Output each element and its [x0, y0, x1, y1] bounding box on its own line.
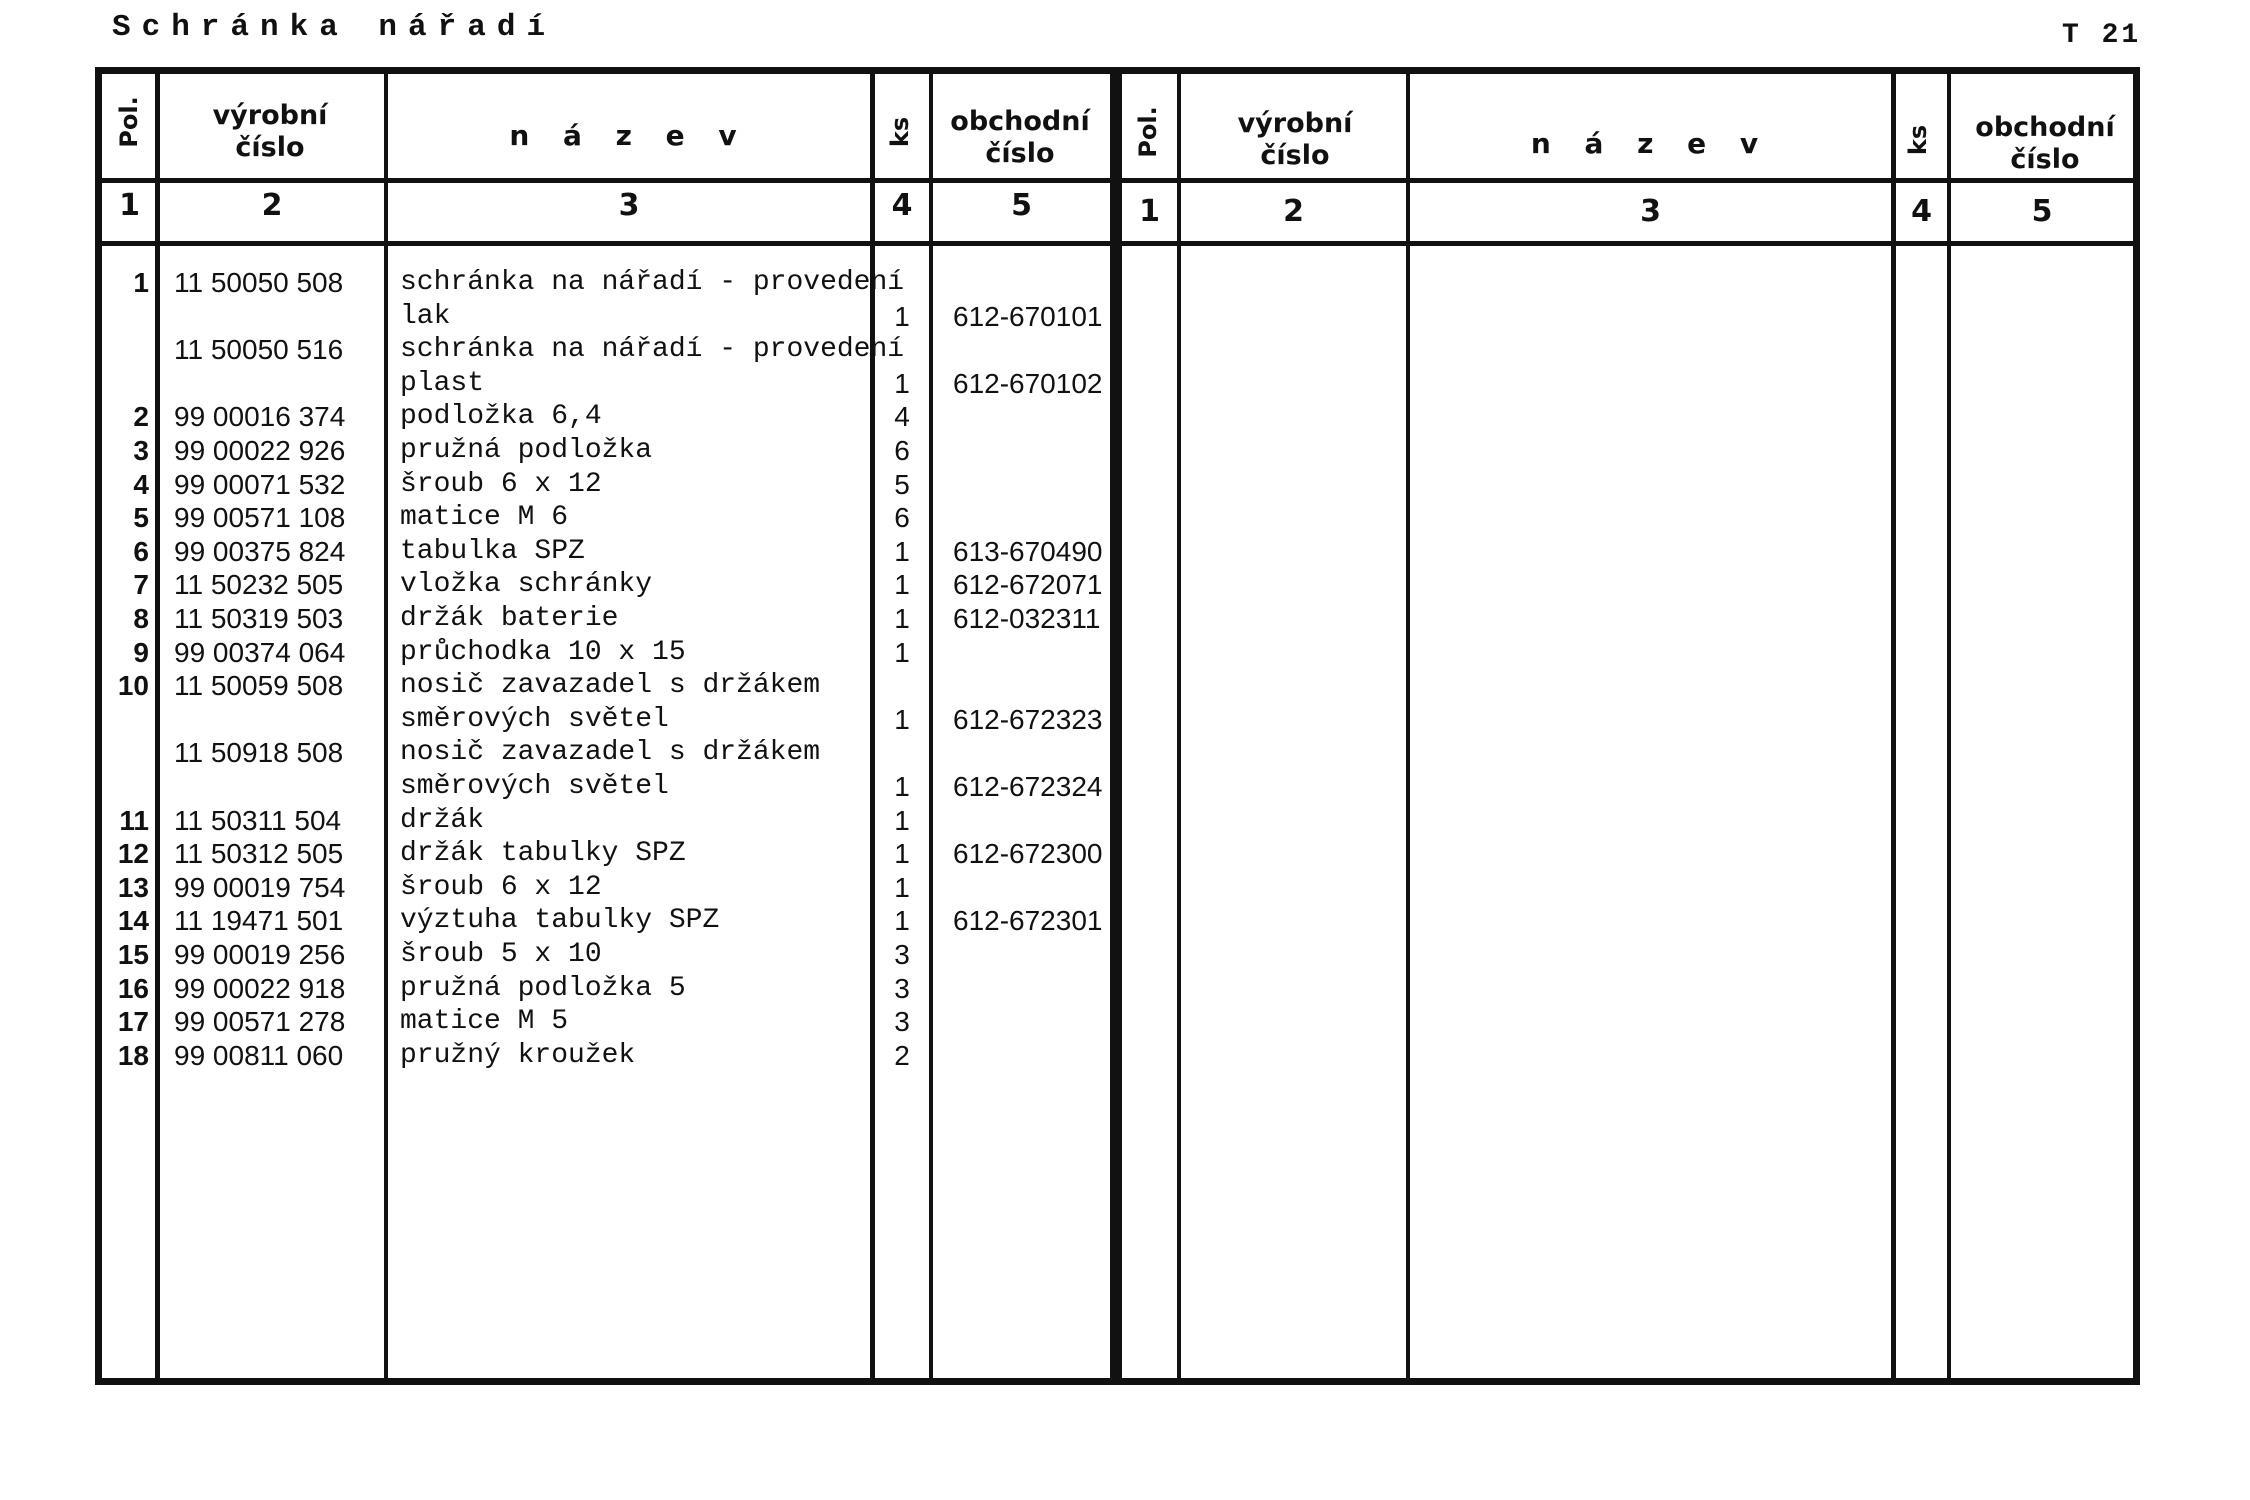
header-nazev: n á z e v — [509, 119, 749, 152]
row-pol: 4 — [133, 468, 149, 500]
row-pol: 11 — [119, 804, 149, 836]
header-obchodni-cislo: obchodní číslo — [1975, 112, 2115, 175]
row-nazev: matice M 6 — [400, 502, 569, 534]
column-number: 1 — [119, 188, 140, 223]
divider — [100, 241, 2135, 246]
page-number: T 21 — [2062, 20, 2142, 51]
row-pol: 18 — [117, 1039, 149, 1071]
row-nazev: matice M 5 — [400, 1006, 569, 1038]
row-vyrobni-cislo: 11 19471 501 — [174, 905, 344, 937]
column-number: 5 — [1011, 188, 1032, 223]
row-nazev: vložka schránky — [400, 569, 653, 601]
row-vyrobni-cislo: 99 00571 278 — [174, 1006, 346, 1038]
row-nazev: lak — [400, 300, 451, 332]
row-pol: 16 — [117, 972, 149, 1004]
header-ks: ks — [886, 116, 914, 148]
row-vyrobni-cislo: 99 00375 824 — [174, 535, 346, 567]
row-vyrobni-cislo: 99 00022 926 — [174, 435, 346, 466]
page-title: Schránka nářadí — [112, 10, 557, 45]
row-ks: 1 — [894, 804, 910, 836]
row-ks: 1 — [894, 300, 910, 332]
row-vyrobni-cislo: 11 50232 505 — [174, 569, 344, 601]
row-pol: 17 — [117, 1006, 149, 1038]
header-vyrobni-cislo: výrobní číslo — [212, 100, 328, 163]
row-nazev: držák — [400, 804, 485, 836]
row-vyrobni-cislo: 11 50311 504 — [174, 804, 342, 836]
row-vyrobni-cislo: 11 50059 508 — [174, 670, 344, 702]
row-nazev: pružný kroužek — [400, 1039, 636, 1071]
row-nazev: držák baterie — [400, 603, 619, 634]
row-pol: 1 — [133, 267, 149, 298]
row-ks: 2 — [894, 1039, 910, 1071]
row-vyrobni-cislo: 11 50319 503 — [174, 603, 344, 634]
row-ks: 3 — [894, 972, 910, 1004]
divider — [155, 73, 160, 1381]
row-ks: 1 — [894, 871, 910, 903]
row-ks: 5 — [894, 468, 910, 500]
row-ks: 1 — [894, 636, 910, 668]
row-pol: 10 — [117, 670, 149, 702]
row-nazev: šroub 5 x 10 — [400, 939, 602, 970]
row-vyrobni-cislo: 99 00022 918 — [174, 972, 346, 1004]
row-obchodni-cislo: 612-670102 — [953, 367, 1103, 399]
row-vyrobni-cislo: 11 50050 516 — [174, 334, 344, 366]
column-number: 4 — [891, 188, 913, 223]
row-nazev: nosič zavazadel s držákem — [400, 670, 821, 702]
row-nazev: tabulka SPZ — [400, 535, 585, 567]
row-ks: 1 — [894, 703, 910, 735]
row-pol: 12 — [117, 838, 149, 870]
row-obchodni-cislo: 612-672300 — [953, 838, 1103, 870]
row-obchodni-cislo: 612-672323 — [953, 703, 1103, 735]
row-nazev: podložka 6,4 — [400, 401, 602, 433]
row-obchodni-cislo: 612-672071 — [953, 569, 1103, 601]
header-ks: ks — [1904, 124, 1932, 156]
row-vyrobni-cislo: 99 00016 374 — [174, 401, 346, 433]
row-ks: 3 — [894, 939, 910, 970]
row-nazev: pružná podložka — [400, 435, 653, 466]
row-vyrobni-cislo: 99 00571 108 — [174, 502, 346, 534]
divider — [929, 73, 933, 1381]
column-number: 2 — [261, 188, 283, 223]
row-ks: 6 — [894, 435, 910, 466]
row-obchodni-cislo: 613-670490 — [953, 535, 1103, 567]
column-number: 4 — [1911, 194, 1932, 229]
row-pol: 2 — [133, 401, 149, 433]
row-ks: 1 — [894, 603, 910, 634]
divider — [1891, 73, 1896, 1381]
row-vyrobni-cislo: 99 00374 064 — [174, 636, 346, 668]
divider — [384, 73, 388, 1381]
column-number: 3 — [618, 188, 640, 223]
row-pol: 7 — [133, 569, 149, 601]
row-vyrobni-cislo: 11 50312 505 — [174, 838, 344, 870]
row-nazev: pružná podložka 5 — [400, 972, 686, 1004]
row-pol: 6 — [133, 535, 149, 567]
row-obchodni-cislo: 612-032311 — [953, 603, 1101, 634]
column-number: 1 — [1139, 194, 1160, 229]
divider — [1406, 73, 1410, 1381]
row-ks: 6 — [894, 502, 910, 534]
row-ks: 1 — [894, 569, 910, 601]
row-ks: 1 — [894, 838, 910, 870]
header-pol: Pol. — [115, 96, 143, 148]
row-nazev: směrových světel — [400, 771, 669, 802]
header-pol: Pol. — [1134, 106, 1162, 158]
row-obchodni-cislo: 612-672301 — [953, 905, 1103, 937]
header-nazev: n á z e v — [1530, 127, 1771, 160]
row-pol: 13 — [117, 871, 149, 903]
row-vyrobni-cislo: 11 50050 508 — [174, 267, 344, 298]
row-pol: 3 — [133, 435, 149, 466]
row-ks: 4 — [894, 401, 910, 433]
row-nazev: schránka na nářadí - provedení — [400, 334, 905, 366]
row-pol: 15 — [117, 939, 149, 970]
row-obchodni-cislo: 612-670101 — [953, 300, 1103, 332]
row-ks: 3 — [894, 1006, 910, 1038]
row-nazev: držák tabulky SPZ — [400, 838, 686, 870]
header-vyrobni-cislo: výrobní číslo — [1237, 108, 1353, 171]
row-nazev: šroub 6 x 12 — [400, 871, 602, 903]
row-nazev: směrových světel — [400, 703, 669, 735]
row-pol: 8 — [133, 603, 149, 634]
divider — [1177, 73, 1181, 1381]
row-nazev: schránka na nářadí - provedení — [400, 267, 905, 298]
row-nazev: průchodka 10 x 15 — [400, 636, 686, 668]
row-pol: 5 — [133, 502, 149, 534]
row-ks: 1 — [894, 367, 910, 399]
row-nazev: nosič zavazadel s držákem — [400, 737, 821, 769]
row-vyrobni-cislo: 99 00811 060 — [174, 1039, 344, 1071]
row-vyrobni-cislo: 99 00019 256 — [174, 939, 346, 970]
column-number: 5 — [2031, 194, 2053, 229]
divider — [1110, 73, 1122, 1381]
row-ks: 1 — [894, 535, 910, 567]
divider — [1947, 73, 1951, 1381]
row-vyrobni-cislo: 11 50918 508 — [174, 737, 344, 769]
row-ks: 1 — [894, 771, 910, 802]
divider — [100, 178, 2135, 183]
row-ks: 1 — [894, 905, 910, 937]
column-number: 3 — [1640, 194, 1661, 229]
column-number: 2 — [1283, 194, 1304, 229]
row-nazev: plast — [400, 367, 485, 399]
row-pol: 9 — [133, 636, 149, 668]
row-vyrobni-cislo: 99 00071 532 — [174, 468, 346, 500]
row-pol: 14 — [117, 905, 149, 937]
row-obchodni-cislo: 612-672324 — [953, 771, 1103, 802]
header-obchodni-cislo: obchodní číslo — [950, 106, 1090, 169]
row-nazev: výztuha tabulky SPZ — [400, 905, 720, 937]
row-vyrobni-cislo: 99 00019 754 — [174, 871, 346, 903]
row-nazev: šroub 6 x 12 — [400, 468, 602, 500]
